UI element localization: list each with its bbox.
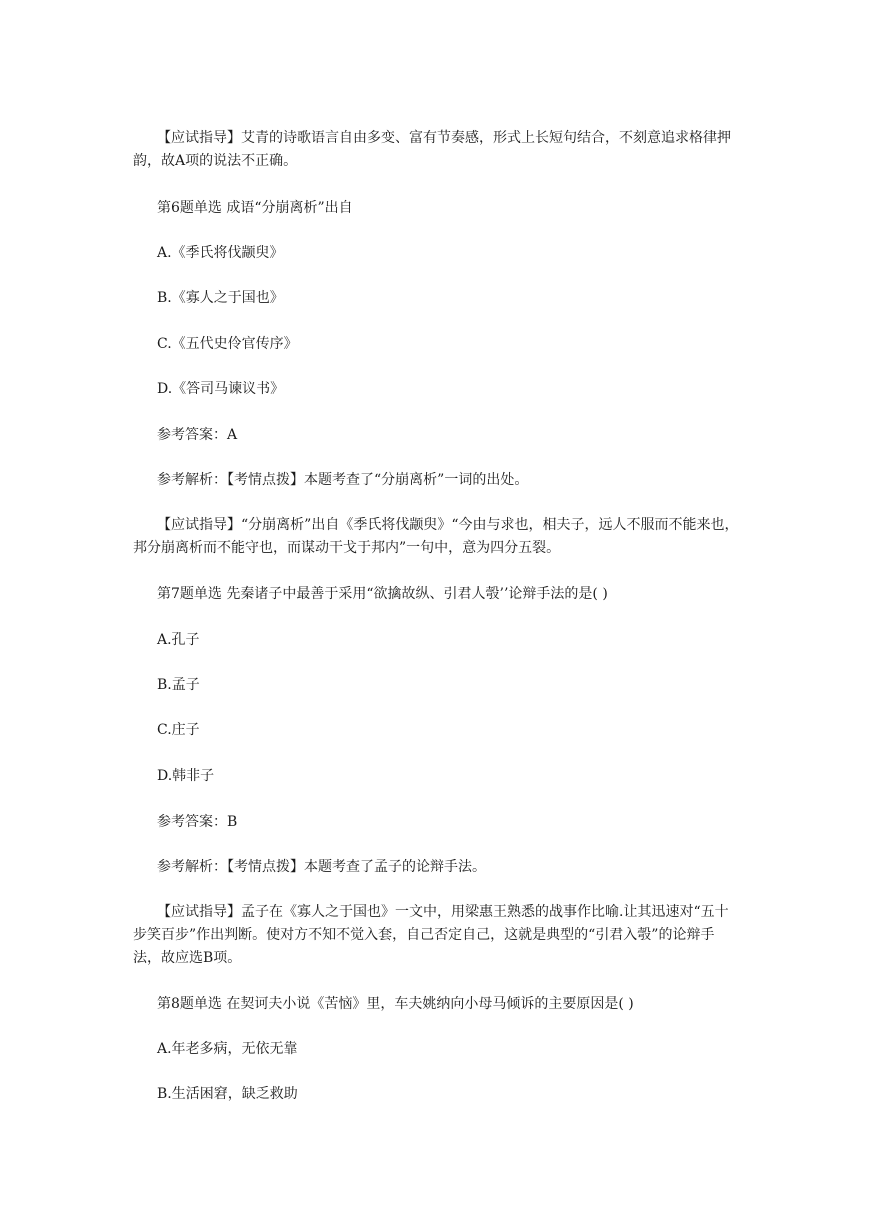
answer: 参考答案：A [157,427,238,443]
analysis: 参考解析：【考情点拨】本题考查了孟子的论辩手法。 [157,859,486,875]
question-6: 第6题单选 成语“分崩离析”出自 [157,200,353,216]
option-c: C.《五代史伶官传序》 [157,336,298,352]
option-b: B.生活困窘，缺乏救助 [157,1086,298,1102]
option-b: B.《寡人之于国也》 [157,290,284,306]
guide-paragraph: 【应试指导】艾青的诗歌语言自由多变、富有节奏感，形式上长短句结合，不刻意追求格律押韵，故A项的说法不正确。 [133,130,731,169]
question-7: 第7题单选 先秦诸子中最善于采用“欲擒故纵、引君人彀’’论辩手法的是( ) [157,586,608,602]
analysis: 参考解析：【考情点拨】本题考查了“分崩离析”一词的出处。 [157,472,529,488]
answer: 参考答案：B [157,814,238,830]
option-b: B.孟子 [157,677,200,693]
option-d: D.《答司马谏议书》 [157,381,285,397]
option-a: A.《季氏将伐颛臾》 [157,245,284,261]
guide-paragraph: 【应试指导】孟子在《寡人之于国也》一文中，用梁惠王熟悉的战事作比喻.让其迅速对“五十步笑百步”作出判断。使对方不知不觉入套，自己否定自己，这就是典型的“引君入彀”的论辩手法，故应选B项。 [133,904,729,966]
question-8: 第8题单选 在契诃夫小说《苦恼》里，车夫姚纳向小母马倾诉的主要原因是( ) [157,996,634,1012]
option-c: C.庄子 [157,722,200,738]
option-a: A.年老多病，无依无靠 [157,1041,298,1057]
option-a: A.孔子 [157,632,200,648]
option-d: D.韩非子 [157,768,215,784]
guide-paragraph: 【应试指导】“分崩离析”出自《季氏将伐颛臾》“今由与求也，相夫子，远人不服而不能来也，邦分崩离析而不能守也，而谋动干戈于邦内”一句中，意为四分五裂。 [133,517,739,556]
